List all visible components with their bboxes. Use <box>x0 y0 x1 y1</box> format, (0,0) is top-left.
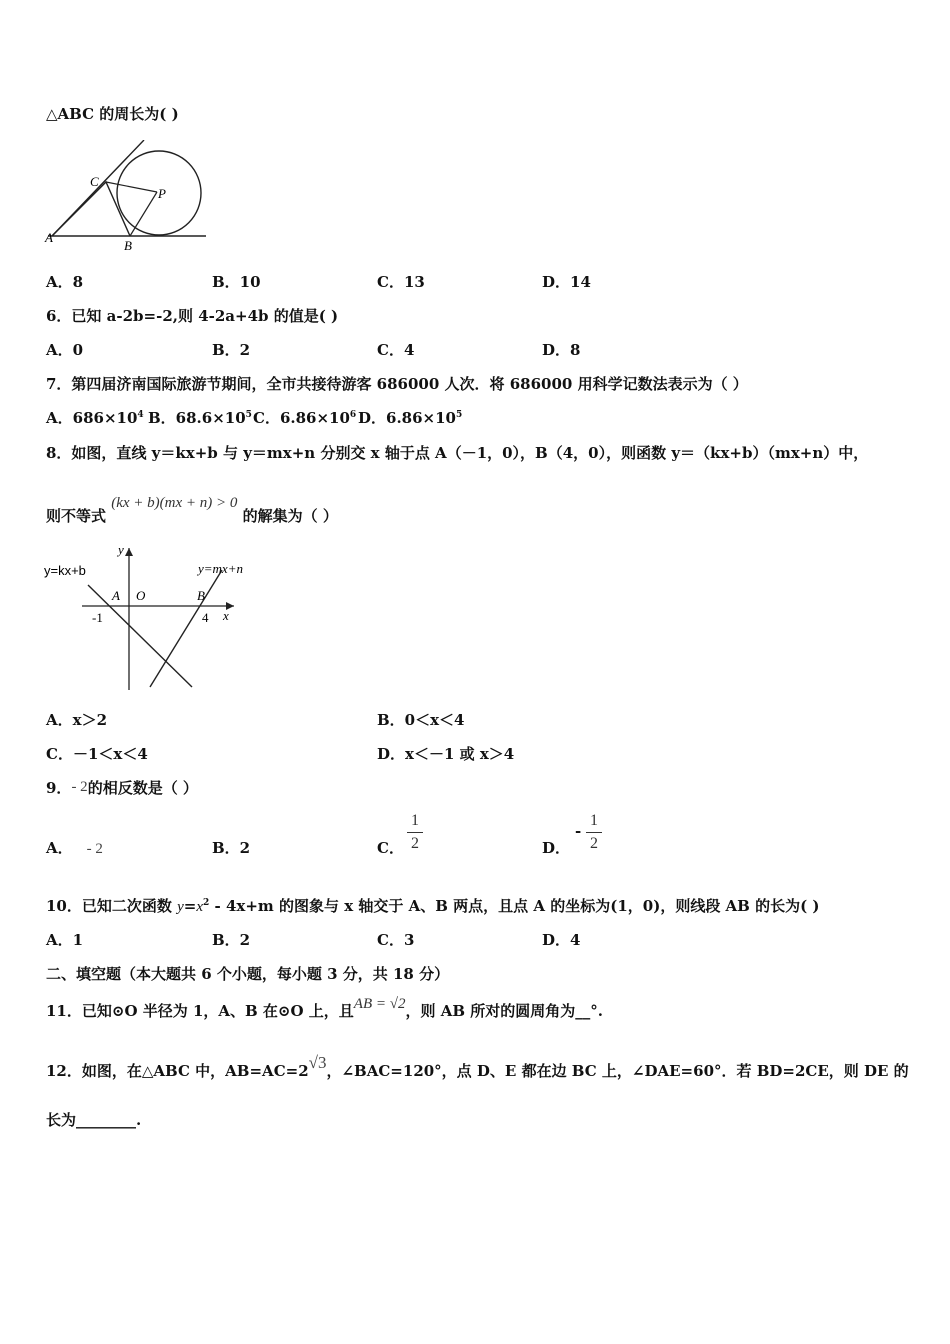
label-b: B <box>124 238 132 253</box>
q6-option-a[interactable]: A．0 <box>46 341 84 359</box>
q9-option-a[interactable]: A． - 2 <box>46 839 103 857</box>
segment-cp <box>106 182 157 192</box>
q9-option-d-sign: - <box>575 822 582 840</box>
q10-option-c[interactable]: C．3 <box>377 931 415 949</box>
label-a: A <box>45 230 53 245</box>
label-a: A <box>112 588 120 603</box>
label-p: P <box>158 186 166 201</box>
label-mx-n: y=mx+n <box>198 561 243 576</box>
q7-option-b[interactable]: B．$68.6\times 10^5$ <box>148 409 252 427</box>
q12-stem: 12．如图，在△ABC 中，AB=AC=2√3，∠BAC=120°，点 D、E 都在边 BC 上，∠DAE=60°．若 BD=2CE，则 DE 的 <box>46 1053 909 1080</box>
q5-stem: △ABC 的周长为( ) <box>46 105 179 123</box>
q12-stem-line2: 长为________. <box>46 1111 142 1129</box>
y-axis-arrow <box>125 548 133 556</box>
q9-option-b[interactable]: B．2 <box>212 839 251 857</box>
q9-value: - 2 <box>71 779 88 795</box>
q9-option-d-fraction: $\frac{1}{2}$ <box>586 812 602 853</box>
q6-option-d[interactable]: D．8 <box>542 341 581 359</box>
label-b: B <box>197 588 205 603</box>
q5-option-b[interactable]: B．10 <box>212 273 261 291</box>
label-neg1: -1 <box>92 610 103 625</box>
q10-option-a[interactable]: A．1 <box>46 931 84 949</box>
q5-option-c[interactable]: C．13 <box>377 273 425 291</box>
triangle-abc <box>52 182 130 236</box>
q12-sqrt: √3 <box>308 1053 327 1072</box>
section-2-title: 二、填空题（本大题共 6 个小题，每小题 3 分，共 18 分） <box>46 965 450 983</box>
label-c: C <box>90 174 99 189</box>
q6-option-b[interactable]: B．2 <box>212 341 251 359</box>
label-4: 4 <box>202 610 209 625</box>
q5-option-d[interactable]: D．14 <box>542 273 591 291</box>
q6-stem: 6．已知 a-2b=-2,则 4-2a+4b 的值是( ) <box>46 307 339 325</box>
q5-figure <box>44 140 214 255</box>
q9-option-c[interactable]: C． <box>377 839 404 857</box>
q7-option-d[interactable]: D．$6.86\times 10^5$ <box>358 409 463 427</box>
q8-option-a[interactable]: A．x＞2 <box>46 711 108 729</box>
q9-stem: 9．- 2的相反数是（ ） <box>46 779 198 797</box>
q10-option-d[interactable]: D．4 <box>542 931 581 949</box>
q8-option-b[interactable]: B．0＜x＜4 <box>377 711 465 729</box>
q10-option-b[interactable]: B．2 <box>212 931 251 949</box>
q7-option-c[interactable]: C．$6.86\times 10^6$ <box>253 409 357 427</box>
q8-stem: 8．如图，直线 y＝kx+b 与 y＝mx+n 分别交 x 轴于点 A（－1，0），B（4，0），则函数 y＝（kx+b）（mx+n）中， <box>46 444 869 462</box>
q8-option-c[interactable]: C．－1＜x＜4 <box>46 745 148 763</box>
q9-option-d[interactable]: D． <box>542 839 571 857</box>
q11-stem: 11．已知⊙O 半径为 1，A、B 在⊙O 上，且AB = √2，则 AB 所对的圆周角为__°. <box>46 996 603 1020</box>
q5-option-a[interactable]: A．8 <box>46 273 84 291</box>
q8-after: 的解集为（ ） <box>242 507 338 525</box>
q8-option-d[interactable]: D．x＜－1 或 x＞4 <box>377 745 515 763</box>
segment-bp <box>130 192 157 236</box>
q7-option-a[interactable]: A．$686\times 10^4$ <box>46 409 144 427</box>
label-o: O <box>136 588 146 603</box>
q9-option-c-fraction: $\frac{1}{2}$ <box>407 812 423 853</box>
q8-inequality: (kx + b)(mx + n) > 0 <box>111 495 238 511</box>
q8-before: 则不等式 <box>46 507 107 525</box>
q6-option-c[interactable]: C．4 <box>377 341 415 359</box>
q8-stem-line2 <box>46 495 338 526</box>
q7-stem: 7．第四届济南国际旅游节期间，全市共接待游客 686000 人次．将 686000 用科学记数法表示为（ ） <box>46 375 748 393</box>
label-kx-b: y=kx+b <box>44 563 86 578</box>
q11-formula: AB = √2 <box>353 996 406 1012</box>
label-x: x <box>223 608 229 623</box>
label-y: y <box>118 542 124 557</box>
q10-stem: 10．已知二次函数 $y=x^2 - 4x+m$ 的图象与 x 轴交于 A、B 两点，且点 A 的坐标为(1，0)，则线段 AB 的长为( ) <box>46 897 820 915</box>
line-mx-n <box>150 570 222 687</box>
q8-figure <box>42 540 272 695</box>
